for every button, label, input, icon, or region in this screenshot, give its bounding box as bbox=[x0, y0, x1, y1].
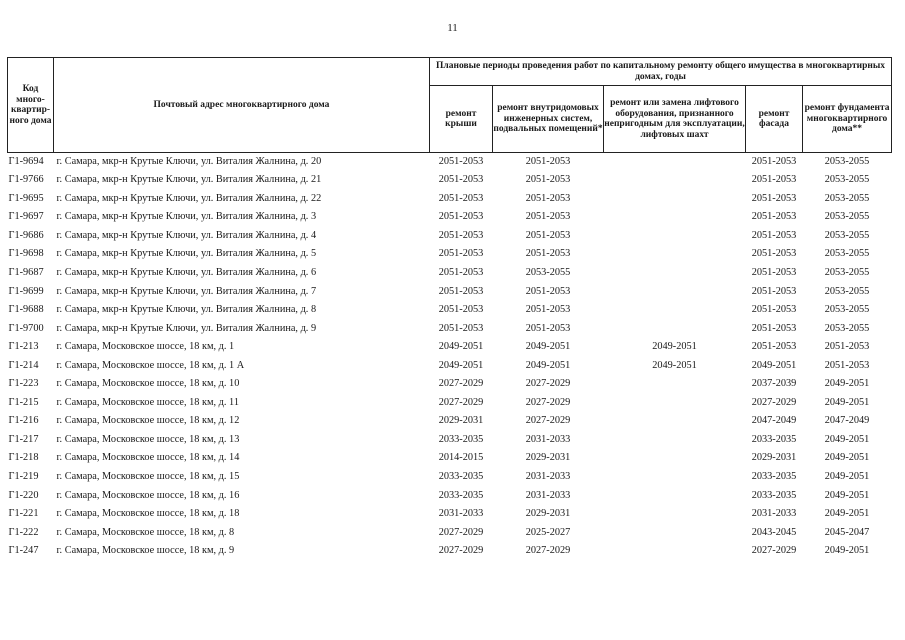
cell-facade: 2051-2053 bbox=[751, 248, 797, 260]
cell-facade: 2051-2053 bbox=[751, 285, 797, 297]
cell-internal-systems: 2027-2029 bbox=[525, 378, 571, 390]
cell-roof: 2014-2015 bbox=[438, 452, 484, 464]
cell-lift bbox=[604, 264, 746, 283]
cell-facade: 2051-2053 bbox=[751, 322, 797, 334]
cell-lift bbox=[604, 153, 746, 172]
cell-foundation: 2049-2051 bbox=[824, 471, 870, 483]
cell-code: Г1-9700 bbox=[8, 322, 44, 334]
table-row bbox=[8, 208, 892, 227]
header-internal-systems: ремонт внутридомовых инженерных систем, подвальных помещений* bbox=[493, 86, 604, 153]
cell-code: Г1-217 bbox=[8, 433, 39, 445]
table-row bbox=[8, 375, 892, 394]
cell-roof: 2051-2053 bbox=[438, 211, 484, 223]
cell-lift bbox=[604, 449, 746, 468]
cell-address: г. Самара, Московское шоссе, 18 км, д. 1 А bbox=[56, 359, 245, 371]
table-row bbox=[8, 431, 892, 450]
cell-address: г. Самара, мкр-н Крутые Ключи, ул. Виталия Жалнина, д. 7 bbox=[56, 285, 317, 297]
cell-address: г. Самара, Московское шоссе, 18 км, д. 16 bbox=[56, 489, 240, 501]
cell-lift bbox=[604, 227, 746, 246]
cell-code: Г1-9699 bbox=[8, 285, 44, 297]
cell-foundation: 2049-2051 bbox=[824, 433, 870, 445]
cell-code: Г1-213 bbox=[8, 341, 39, 353]
table-row bbox=[8, 282, 892, 301]
cell-facade: 2051-2053 bbox=[751, 304, 797, 316]
cell-internal-systems: 2025-2027 bbox=[525, 526, 571, 538]
cell-internal-systems: 2053-2055 bbox=[525, 267, 571, 278]
cell-foundation: 2049-2051 bbox=[824, 396, 870, 408]
header-roof: ремонт крыши bbox=[430, 86, 493, 153]
cell-roof: 2027-2029 bbox=[438, 396, 484, 408]
cell-roof: 2049-2051 bbox=[438, 359, 484, 371]
cell-lift bbox=[604, 375, 746, 394]
header-facade: ремонт фасада bbox=[746, 86, 803, 153]
cell-facade: 2027-2029 bbox=[751, 545, 797, 557]
cell-address: г. Самара, Московское шоссе, 18 км, д. 15 bbox=[56, 471, 240, 483]
cell-internal-systems: 2049-2051 bbox=[525, 341, 571, 353]
cell-foundation: 2053-2055 bbox=[824, 156, 870, 167]
table-row bbox=[8, 245, 892, 264]
cell-facade: 2033-2035 bbox=[751, 433, 797, 445]
cell-code: Г1-9766 bbox=[8, 174, 44, 186]
cell-internal-systems: 2031-2033 bbox=[525, 471, 571, 483]
cell-internal-systems: 2027-2029 bbox=[525, 396, 571, 408]
page-number: 11 bbox=[447, 22, 458, 34]
cell-code: Г1-220 bbox=[8, 489, 39, 501]
cell-facade: 2031-2033 bbox=[751, 508, 797, 520]
header-periods: Плановые периоды проведения работ по капитальному ремонту общего имущества в многоквартирных домах, годы bbox=[430, 58, 892, 86]
cell-foundation: 2053-2055 bbox=[824, 304, 870, 316]
cell-facade: 2037-2039 bbox=[751, 378, 797, 390]
cell-foundation: 2053-2055 bbox=[824, 229, 870, 241]
header-lift: ремонт или замена лифтового оборудования, признанного непригодным для эксплуатации, лифтовых шахт bbox=[604, 86, 746, 153]
table-row bbox=[8, 449, 892, 468]
cell-facade: 2051-2053 bbox=[751, 229, 797, 241]
cell-code: Г1-215 bbox=[8, 396, 39, 408]
cell-address: г. Самара, Московское шоссе, 18 км, д. 9 bbox=[56, 545, 235, 557]
table-row bbox=[8, 505, 892, 524]
cell-code: Г1-9686 bbox=[8, 229, 44, 241]
cell-lift: 2049-2051 bbox=[652, 341, 697, 353]
cell-internal-systems: 2029-2031 bbox=[525, 452, 571, 464]
cell-internal-systems: 2029-2031 bbox=[525, 508, 571, 520]
cell-address: г. Самара, мкр-н Крутые Ключи, ул. Виталия Жалнина, д. 22 bbox=[56, 192, 322, 204]
cell-foundation: 2045-2047 bbox=[824, 526, 870, 538]
cell-address: г. Самара, мкр-н Крутые Ключи, ул. Виталия Жалнина, д. 8 bbox=[56, 304, 317, 316]
cell-internal-systems: 2051-2053 bbox=[525, 211, 571, 223]
cell-lift bbox=[604, 412, 746, 431]
cell-lift bbox=[604, 505, 746, 524]
cell-roof: 2051-2053 bbox=[438, 248, 484, 260]
cell-facade: 2049-2051 bbox=[751, 359, 797, 371]
cell-roof: 2051-2053 bbox=[438, 229, 484, 241]
cell-foundation: 2049-2051 bbox=[824, 545, 870, 557]
cell-foundation: 2051-2053 bbox=[824, 341, 870, 353]
cell-address: г. Самара, Московское шоссе, 18 км, д. 14 bbox=[56, 452, 240, 464]
cell-lift bbox=[604, 542, 746, 561]
cell-roof: 2033-2035 bbox=[438, 489, 484, 501]
cell-foundation: 2049-2051 bbox=[824, 489, 870, 501]
cell-roof: 2051-2053 bbox=[438, 156, 484, 167]
cell-roof: 2049-2051 bbox=[438, 341, 484, 353]
table-row bbox=[8, 523, 892, 542]
cell-foundation: 2049-2051 bbox=[824, 452, 870, 464]
cell-facade: 2029-2031 bbox=[751, 452, 797, 464]
cell-address: г. Самара, мкр-н Крутые Ключи, ул. Виталия Жалнина, д. 9 bbox=[56, 322, 317, 334]
cell-internal-systems: 2031-2033 bbox=[525, 489, 571, 501]
cell-internal-systems: 2027-2029 bbox=[525, 545, 571, 557]
cell-code: Г1-9697 bbox=[8, 211, 44, 223]
cell-lift bbox=[604, 486, 746, 505]
cell-roof: 2051-2053 bbox=[438, 304, 484, 316]
cell-foundation: 2053-2055 bbox=[824, 211, 870, 223]
cell-foundation: 2053-2055 bbox=[824, 322, 870, 334]
cell-address: г. Самара, Московское шоссе, 18 км, д. 18 bbox=[56, 508, 240, 520]
table-row bbox=[8, 542, 892, 561]
header-code: Код много-квартир-ного дома bbox=[8, 58, 54, 153]
cell-address: г. Самара, Московское шоссе, 18 км, д. 10 bbox=[56, 378, 240, 390]
cell-roof: 2051-2053 bbox=[438, 285, 484, 297]
capital-repair-table bbox=[7, 57, 892, 560]
cell-internal-systems: 2051-2053 bbox=[525, 322, 571, 334]
cell-roof: 2051-2053 bbox=[438, 174, 484, 186]
cell-facade: 2051-2053 bbox=[751, 192, 797, 204]
cell-address: г. Самара, мкр-н Крутые Ключи, ул. Виталия Жалнина, д. 20 bbox=[56, 156, 322, 167]
cell-facade: 2051-2053 bbox=[751, 211, 797, 223]
table-row bbox=[8, 412, 892, 431]
cell-roof: 2029-2031 bbox=[438, 415, 484, 427]
cell-roof: 2051-2053 bbox=[438, 192, 484, 204]
cell-internal-systems: 2051-2053 bbox=[525, 174, 571, 186]
cell-internal-systems: 2051-2053 bbox=[525, 192, 571, 204]
table-row bbox=[8, 264, 892, 283]
cell-internal-systems: 2051-2053 bbox=[525, 285, 571, 297]
cell-roof: 2051-2053 bbox=[438, 322, 484, 334]
cell-address: г. Самара, Московское шоссе, 18 км, д. 11 bbox=[56, 396, 239, 408]
cell-code: Г1-247 bbox=[8, 545, 39, 557]
header-address: Почтовый адрес многоквартирного дома bbox=[54, 58, 430, 153]
cell-address: г. Самара, мкр-н Крутые Ключи, ул. Виталия Жалнина, д. 5 bbox=[56, 248, 317, 260]
cell-lift bbox=[604, 468, 746, 487]
cell-roof: 2027-2029 bbox=[438, 378, 484, 390]
table-row bbox=[8, 153, 892, 172]
cell-lift bbox=[604, 208, 746, 227]
cell-internal-systems: 2031-2033 bbox=[525, 433, 571, 445]
cell-roof: 2051-2053 bbox=[438, 267, 484, 278]
cell-facade: 2051-2053 bbox=[751, 174, 797, 186]
cell-internal-systems: 2027-2029 bbox=[525, 415, 571, 427]
table-header bbox=[8, 58, 892, 153]
cell-code: Г1-218 bbox=[8, 452, 39, 464]
header-foundation: ремонт фундамента многоквартирного дома** bbox=[803, 86, 892, 153]
cell-internal-systems: 2051-2053 bbox=[525, 304, 571, 316]
table-row bbox=[8, 356, 892, 375]
cell-address: г. Самара, Московское шоссе, 18 км, д. 12 bbox=[56, 415, 240, 427]
cell-roof: 2031-2033 bbox=[438, 508, 484, 520]
cell-foundation: 2053-2055 bbox=[824, 285, 870, 297]
cell-address: г. Самара, мкр-н Крутые Ключи, ул. Виталия Жалнина, д. 4 bbox=[56, 229, 317, 241]
cell-address: г. Самара, мкр-н Крутые Ключи, ул. Виталия Жалнина, д. 6 bbox=[56, 267, 317, 278]
cell-address: г. Самара, Московское шоссе, 18 км, д. 8 bbox=[56, 526, 235, 538]
table-row bbox=[8, 190, 892, 209]
cell-code: Г1-9687 bbox=[8, 267, 44, 278]
cell-lift bbox=[604, 245, 746, 264]
cell-lift bbox=[604, 523, 746, 542]
table-row bbox=[8, 486, 892, 505]
cell-foundation: 2053-2055 bbox=[824, 192, 870, 204]
cell-lift bbox=[604, 319, 746, 338]
cell-code: Г1-223 bbox=[8, 378, 39, 390]
cell-roof: 2027-2029 bbox=[438, 545, 484, 557]
cell-roof: 2033-2035 bbox=[438, 471, 484, 483]
cell-foundation: 2047-2049 bbox=[824, 415, 870, 427]
cell-lift bbox=[604, 301, 746, 320]
cell-facade: 2027-2029 bbox=[751, 396, 797, 408]
table-body bbox=[8, 153, 892, 561]
cell-code: Г1-219 bbox=[8, 471, 39, 483]
table-row bbox=[8, 394, 892, 413]
cell-facade: 2033-2035 bbox=[751, 471, 797, 483]
cell-internal-systems: 2051-2053 bbox=[525, 229, 571, 241]
cell-address: г. Самара, Московское шоссе, 18 км, д. 13 bbox=[56, 433, 240, 445]
cell-foundation: 2049-2051 bbox=[824, 378, 870, 390]
cell-code: Г1-214 bbox=[8, 359, 39, 371]
cell-foundation: 2051-2053 bbox=[824, 359, 870, 371]
cell-lift: 2049-2051 bbox=[652, 359, 697, 371]
cell-lift bbox=[604, 282, 746, 301]
cell-facade: 2051-2053 bbox=[751, 267, 797, 278]
table-row bbox=[8, 171, 892, 190]
cell-address: г. Самара, мкр-н Крутые Ключи, ул. Виталия Жалнина, д. 21 bbox=[56, 174, 322, 186]
cell-address: г. Самара, Московское шоссе, 18 км, д. 1 bbox=[56, 341, 235, 353]
cell-code: Г1-222 bbox=[8, 526, 39, 538]
cell-code: Г1-216 bbox=[8, 415, 39, 427]
cell-internal-systems: 2051-2053 bbox=[525, 156, 571, 167]
cell-facade: 2047-2049 bbox=[751, 415, 797, 427]
cell-facade: 2033-2035 bbox=[751, 489, 797, 501]
cell-roof: 2027-2029 bbox=[438, 526, 484, 538]
cell-internal-systems: 2051-2053 bbox=[525, 248, 571, 260]
cell-code: Г1-9698 bbox=[8, 248, 44, 260]
cell-lift bbox=[604, 190, 746, 209]
cell-lift bbox=[604, 431, 746, 450]
cell-internal-systems: 2049-2051 bbox=[525, 359, 571, 371]
table-row bbox=[8, 338, 892, 357]
cell-address: г. Самара, мкр-н Крутые Ключи, ул. Виталия Жалнина, д. 3 bbox=[56, 211, 317, 223]
cell-facade: 2051-2053 bbox=[751, 156, 797, 167]
cell-code: Г1-9688 bbox=[8, 304, 44, 316]
table-row bbox=[8, 468, 892, 487]
cell-foundation: 2053-2055 bbox=[824, 248, 870, 260]
cell-foundation: 2049-2051 bbox=[824, 508, 870, 520]
cell-facade: 2043-2045 bbox=[751, 526, 797, 538]
cell-lift bbox=[604, 171, 746, 190]
table-row bbox=[8, 319, 892, 338]
cell-code: Г1-9695 bbox=[8, 192, 44, 204]
cell-foundation: 2053-2055 bbox=[824, 267, 870, 278]
cell-code: Г1-9694 bbox=[8, 156, 44, 167]
cell-roof: 2033-2035 bbox=[438, 433, 484, 445]
table-row bbox=[8, 227, 892, 246]
cell-facade: 2051-2053 bbox=[751, 341, 797, 353]
cell-lift bbox=[604, 394, 746, 413]
cell-code: Г1-221 bbox=[8, 508, 39, 520]
cell-foundation: 2053-2055 bbox=[824, 174, 870, 186]
table-row bbox=[8, 301, 892, 320]
